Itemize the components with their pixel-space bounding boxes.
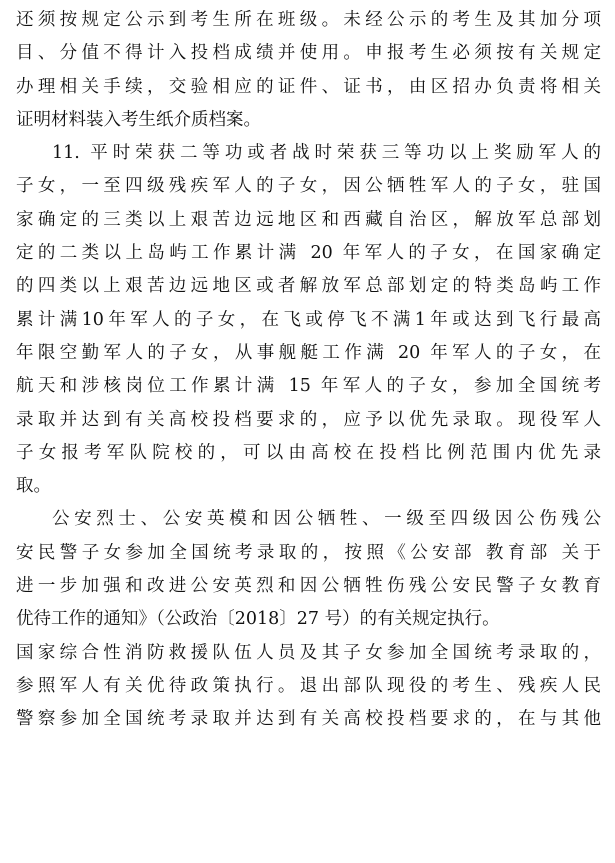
- text-line: 参照军人有关优待政策执行。退出部队现役的考生、残疾人民: [16, 675, 601, 696]
- text-line: 证明材料装入考生纸介质档案。: [16, 109, 261, 130]
- document-page: [16, 4, 601, 737]
- text-line: 子女，一至四级残疾军人的子女，因公牺牲军人的子女，驻国: [16, 176, 601, 197]
- text-line: 的四类以上艰苦边远地区或者解放军总部划定的特类岛屿工作: [16, 276, 601, 297]
- text-line: 11. 平时荣获二等功或者战时荣获三等功以上奖励军人的: [52, 143, 601, 164]
- text-line: 累计满10年军人的子女，在飞或停飞不满1年或达到飞行最高: [16, 309, 601, 330]
- text-line: 录取并达到有关高校投档要求的，应予以优先录取。现役军人: [16, 409, 601, 430]
- text-line: 定的二类以上岛屿工作累计满 20 年军人的子女，在国家确定: [16, 243, 601, 264]
- text-line: 年限空勤军人的子女，从事舰艇工作满 20 年军人的子女，在: [16, 342, 601, 363]
- text-line: 国家综合性消防救援队伍人员及其子女参加全国统考录取的，: [16, 642, 601, 663]
- text-line: 公安烈士、公安英模和因公牺牲、一级至四级因公伤残公: [52, 509, 601, 530]
- text-line: 警察参加全国统考录取并达到有关高校投档要求的，在与其他: [16, 709, 601, 730]
- text-line: 还须按规定公示到考生所在班级。未经公示的考生及其加分项: [16, 10, 601, 30]
- text-line: 子女报考军队院校的，可以由高校在投档比例范围内优先录: [16, 442, 601, 463]
- text-line: 航天和涉核岗位工作累计满 15 年军人的子女，参加全国统考: [16, 376, 601, 397]
- text-line: 取。: [16, 476, 51, 497]
- text-line: 进一步加强和改进公安英烈和因公牺牲伤残公安民警子女教育: [16, 576, 601, 597]
- text-line: 目、分值不得计入投档成绩并使用。申报考生必须按有关规定: [16, 43, 601, 64]
- text-line: 优待工作的通知》（公政治〔2018〕27 号）的有关规定执行。: [16, 609, 500, 630]
- text-line: 安民警子女参加全国统考录取的，按照《公安部 教育部 关于: [16, 542, 601, 563]
- text-line: 办理相关手续，交验相应的证件、证书，由区招办负责将相关: [16, 76, 601, 97]
- text-line: 家确定的三类以上艰苦边远地区和西藏自治区，解放军总部划: [16, 209, 601, 230]
